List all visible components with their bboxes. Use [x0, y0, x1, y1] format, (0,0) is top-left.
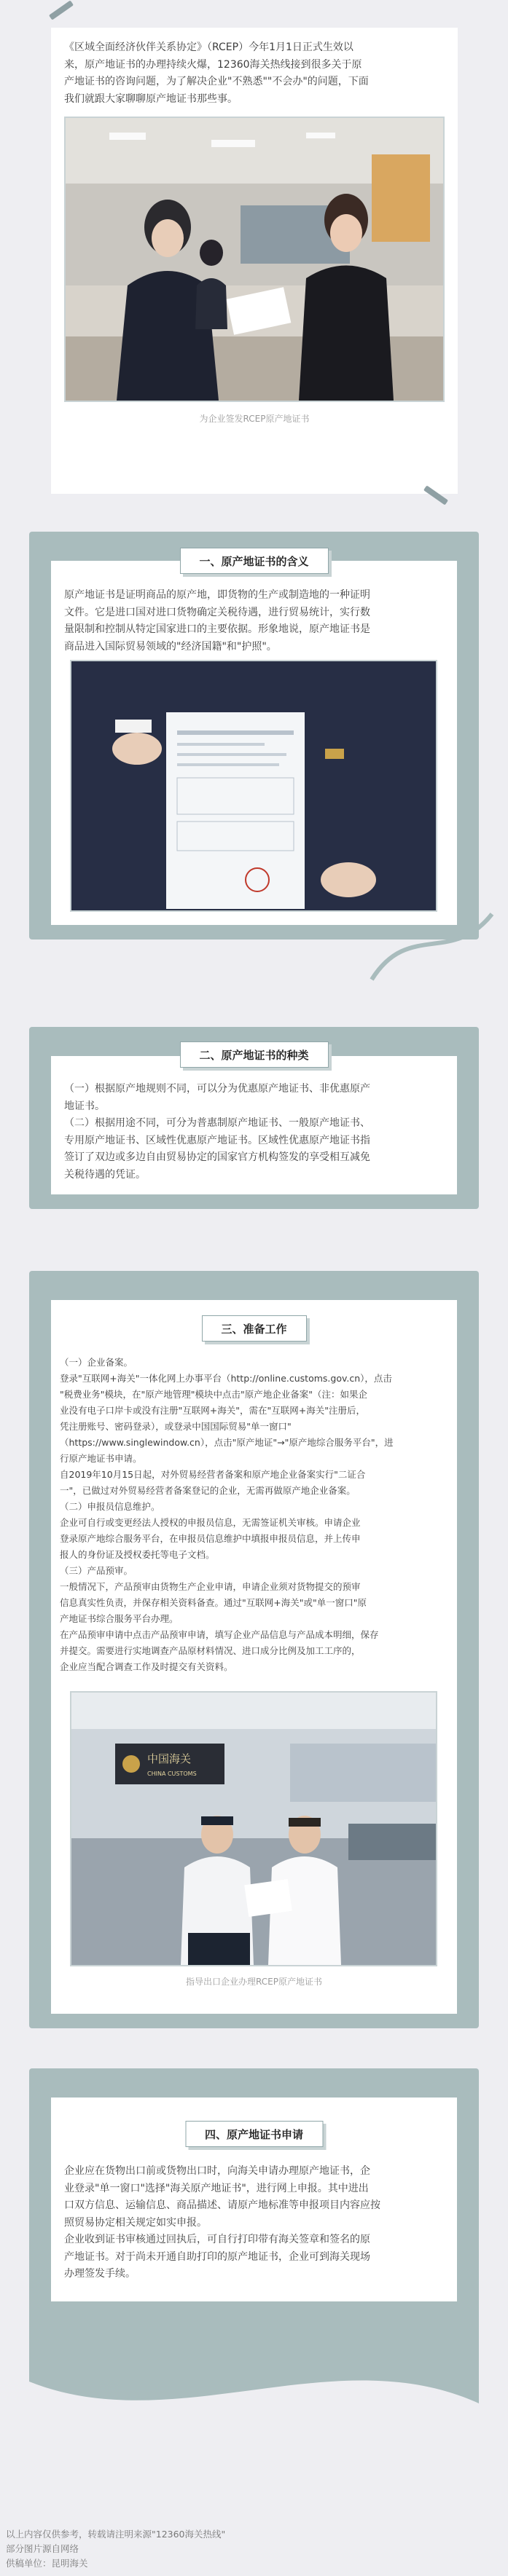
decorative-bar-top	[49, 0, 74, 20]
decorative-curve	[364, 907, 496, 994]
photo-certificate-display	[70, 660, 437, 912]
photo-illustration	[66, 118, 443, 401]
footer-contributor: 供稿单位：昆明海关	[6, 2558, 88, 2569]
footer-source-note: 以上内容仅供参考，转载请注明来源"12360海关热线"	[6, 2529, 226, 2540]
section2-title: 二、原产地证书的种类	[179, 1041, 328, 1068]
section2-paragraph: （一）根据原产地规则不同，可以分为优惠原产地证书、非优惠原产 地证书。 （二）根据用途不同，可分为普惠制原产地证书、一般原产地证书、 专用原产地证书、区域性优惠原产地证书。区域性优惠原产地证书指 签订了双边或多边自由贸易协定的国家官方机构签发的享受相互减免 关税待遇的凭证。	[64, 1083, 370, 1181]
section1-paragraph: 原产地证书是证明商品的原产地，即货物的生产或制造地的一种证明 文件。它是进口国对进口货物确定关税待遇，进行贸易统计，实行数 量限制和控制从特定国家进口的主要依据。形象地说，原产地证书是 商品进入国际贸易领域的"经济国籍"和"护照"。	[64, 589, 370, 653]
photo-illustration	[71, 661, 436, 910]
section4-paragraph: 企业应在货物出口前或货物出口时，向海关申请办理原产地证书，企 业登录"单一窗口"选择"海关原产地证书"，进行网上申报。其中进出 口双方信息、运输信息、商品描述、请原产地标准等申报项目内容应按 照贸易协定相关规定如实申报。 企业收到证书审核通过回执后，可自行打印带有海关签章和签名的原 产地证书。对于尚未开通自助打印的原产地证书，企业可到海关现场 办理签发手续。	[64, 2165, 380, 2280]
section3-paragraph: （一）企业备案。 登录"互联网+海关"一体化网上办事平台（http://online.customs.gov.cn），点击 "税费业务"模块，在"原产地管理"模块中点击"原产地企业备案"（注：如果企 业没有电子口岸卡或没有注册"互联网+海关"，需在"互联网+海关"注册后， 凭注册账号、密码登录），或登录中国国际贸易"单一窗口" （https://www.singlewindow.cn），点击"原产地证"→"原产地综合服务平台"，进 行原产地证书申请。 自2019年10月15日起，对外贸易经营者备案和原产地企业备案实行"二证合 一"，已做过对外贸易经营者备案登记的企业，无需再做原产地企业备案。 （二）申报员信息维护。 企业可自行或变更经法人授权的申报员信息，无需签证机关审核。申请企业 登录原产地综合服务平台，在申报员信息维护中填报申报员信息，并上传申 报人的身份证及授权委托等电子文档。 （三）产品预审。 一般情况下，产品预审由货物生产企业申请，申请企业须对货物提交的预审 信息真实性负责，并保存相关资料备查。通过"互联网+海关"或"单一窗口"原 产地证书综合服务平台办理。 在产品预审申请中点击产品预审申请，填写企业产品信息与产品成本明细，保存 并提交。需要进行实地调查产品原材料情况、进口成分比例及加工工序的， 企业应当配合调查工作及时提交有关资料。	[60, 1357, 394, 1672]
photo-customs-guidance	[70, 1691, 437, 1966]
photo-certificate-signing	[64, 117, 445, 402]
photo3-caption: 指导出口企业办理RCEP原产地证书	[186, 1977, 322, 1987]
decorative-wave	[29, 2338, 479, 2454]
photo1-caption: 为企业签发RCEP原产地证书	[199, 414, 310, 424]
photo-illustration	[71, 1693, 436, 1965]
section1-title: 一、原产地证书的含义	[179, 548, 328, 574]
customs-sign-en: CHINA CUSTOMS	[147, 1770, 197, 1777]
intro-paragraph: 《区域全面经济伙伴关系协定》（RCEP）今年1月1日正式生效以 来，原产地证书的办理持续火爆，12360海关热线接到很多关于原 产地证书的咨询问题，为了解决企业"不熟悉""不会办"的问题，下面 我们就跟大家聊聊原产地证书那些事。	[64, 42, 369, 105]
footer-image-note: 部分图片源自网络	[6, 2543, 79, 2554]
intro-card	[51, 28, 458, 494]
section4-title: 四、原产地证书申请	[185, 2121, 323, 2147]
customs-sign-cn: 中国海关	[147, 1752, 192, 1765]
section3-title: 三、准备工作	[201, 1315, 306, 1342]
